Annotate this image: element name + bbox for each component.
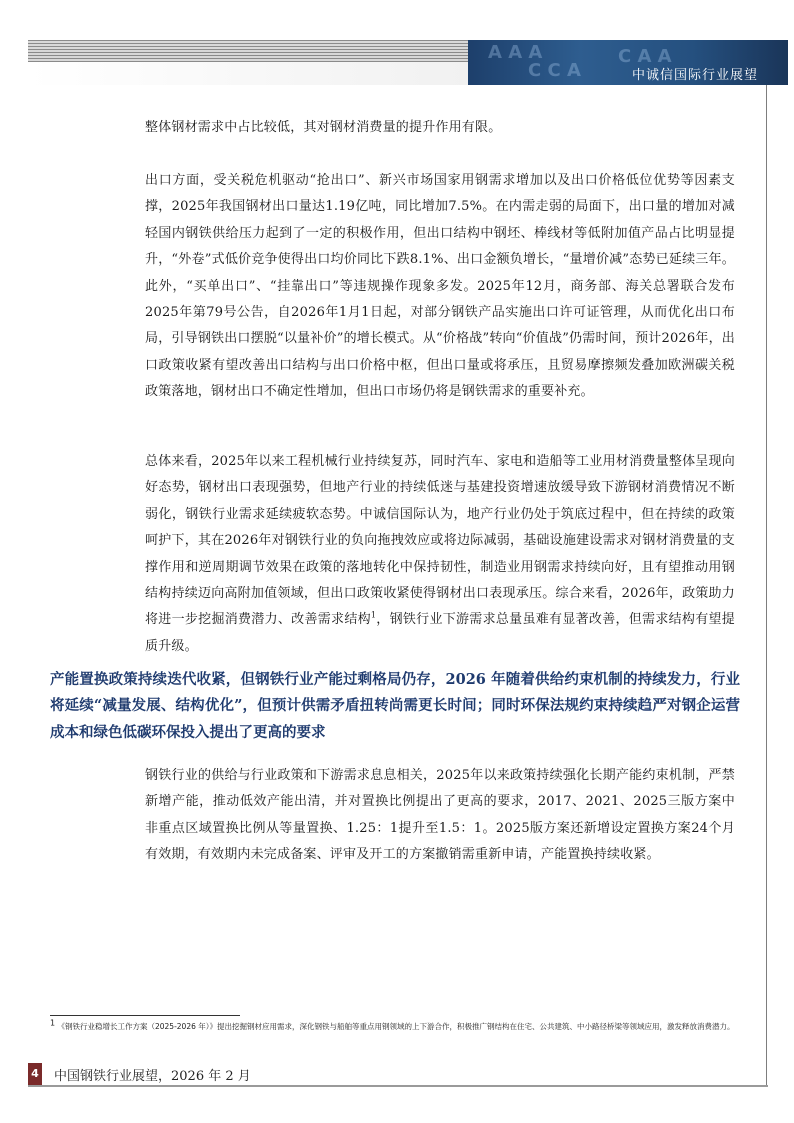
page-footer	[28, 1063, 768, 1087]
paragraph-4	[145, 763, 735, 869]
page-header	[28, 40, 768, 85]
paragraph-2	[145, 168, 735, 406]
footnote-marker: 1	[50, 1018, 56, 1028]
footnote-text: 《钢铁行业稳增长工作方案（2025-2026 年）》提出挖掘钢材应用需求，深化钢铁与船舶等重点用钢领域的上下游合作，积极推广钢结构在住宅、公共建筑、中小路径桥梁等领域应用，激发释放消费潜力。	[57, 1022, 735, 1031]
footer-text: 中国钢铁行业展望，2026 年 2 月	[54, 1069, 251, 1084]
paragraph-3-text	[145, 449, 735, 660]
section-heading: 产能置换政策持续迭代收紧，但钢铁行业产能过剩格局仍存，2026 年随着供给约束机制的持续发力，行业将延续“减量发展、结构优化”，但预计供需矛盾扭转尚需更长时间；同时环保法规约束持续趋严对钢企运营成本和绿色低碳环保投入提出了更高的要求	[50, 671, 740, 741]
paragraph-3	[145, 449, 735, 660]
paragraph-1-text: 整体钢材需求中占比较低，其对钢材消费量的提升作用有限。	[145, 120, 502, 135]
footnote-divider	[50, 1015, 240, 1016]
paragraph-1	[145, 115, 735, 141]
footnote	[50, 1020, 740, 1033]
header-title: 中诚信国际行业展望	[631, 68, 758, 83]
header-banner-image: A A A C A A C C A	[468, 40, 788, 85]
header-stripe-decoration	[28, 40, 468, 62]
page-number: 4	[28, 1063, 42, 1085]
paragraph-4-text: 钢铁行业的供给与行业政策和下游需求息息相关，2025年以来政策持续强化长期产能约束机制，严禁新增产能，推动低效产能出清，并对置换比例提出了更高的要求，2017、2021、2025三版方案中非重点区域置换比例从等量置换、1.25：1提升至1.5：1。2025版方案还新增设定置换方案24个月有效期，有效期内未完成备案、评审及开工的方案撤销需重新申请，产能置换持续收紧。	[145, 768, 735, 863]
paragraph-3-tail: ，钢铁行业下游需求总量虽难有显著改善，但需求结构有望提质升级。	[145, 612, 735, 654]
right-margin-rule	[766, 85, 767, 1085]
header-gray-band	[28, 62, 468, 85]
paragraph-3-main: 总体来看，2025年以来工程机械行业持续复苏，同时汽车、家电和造船等工业用材消费量整体呈现向好态势，钢材出口表现强势，但地产行业的持续低迷与基建投资增速放缓导致下游钢材消费情况不断弱化，钢铁行业需求延续疲软态势。中诚信国际认为，地产行业仍处于筑底过程中，但在持续的政策呵护下，其在2026年对钢铁行业的负向拖拽效应或将边际减弱，基础设施建设需求对钢材消费量的支撑作用和逆周期调节效果在政策的落地转化中保持韧性，制造业用钢需求持续向好，且有望推动用钢结构持续迈向高附加值领域，但出口政策收紧使得钢材出口表现承压。综合来看，2026年，政策助力将进一步挖掘消费潜力、改善需求结构	[145, 454, 735, 628]
footnote-reference: 1	[370, 611, 377, 621]
paragraph-2-text: 出口方面，受关税危机驱动“抢出口”、新兴市场国家用钢需求增加以及出口价格低位优势等因素支撑，2025年我国钢材出口量达1.19亿吨，同比增加7.5%。在内需走弱的局面下，出口量的增加对减轻国内钢铁供给压力起到了一定的积极作用，但出口结构中钢坯、棒线材等低附加值产品占比明显提升，“外卷”式低价竞争使得出口均价同比下跌8.1%、出口金额负增长，“量增价减”态势已延续三年。此外，“买单出口”、“挂靠出口”等违规操作现象多发。2025年12月，商务部、海关总署联合发布2025年第79号公告，自2026年1月1日起，对部分钢铁产品实施出口许可证管理，从而优化出口布局，引导钢铁出口摆脱“以量补价”的增长模式。从“价格战”转向“价值战”仍需时间，预计2026年，出口政策收紧有望改善出口结构与出口价格中枢，但出口量或将承压，且贸易摩擦频发叠加欧洲碳关税政策落地，钢材出口不确定性增加，但出口市场仍将是钢铁需求的重要补充。	[145, 173, 735, 400]
